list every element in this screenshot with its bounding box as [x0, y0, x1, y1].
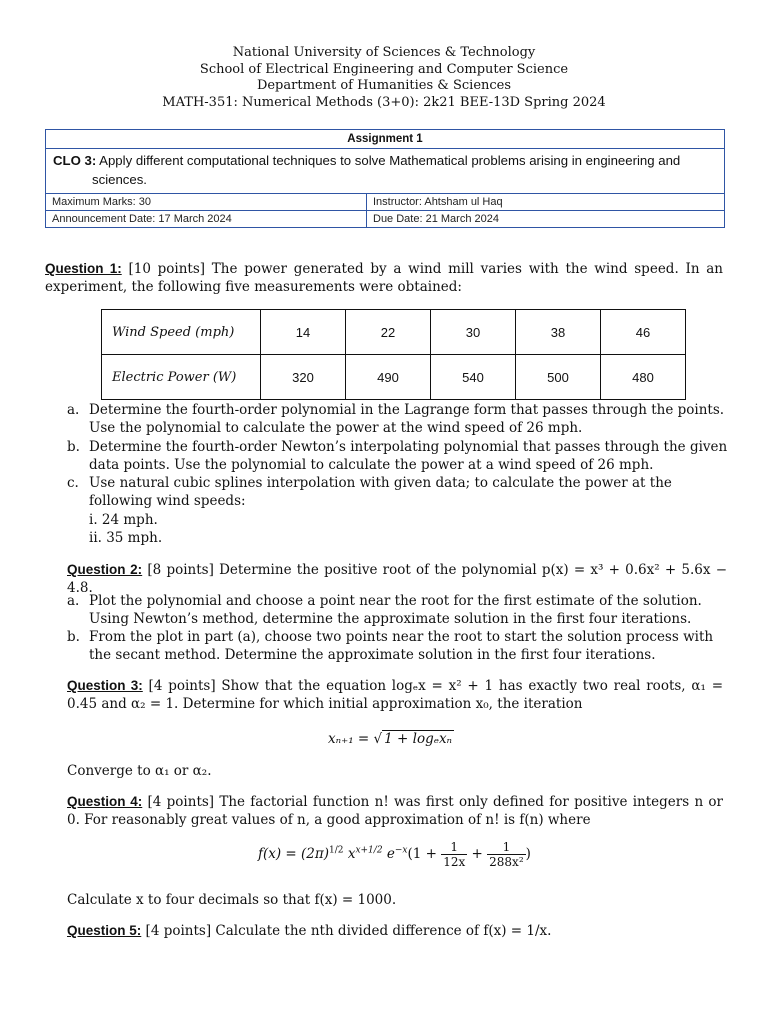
- table-cell: 46: [601, 310, 686, 355]
- question-3-label: Question 3:: [67, 678, 143, 693]
- document-header: [0, 45, 768, 111]
- question-1-text: [10 points] The power generated by a wind mill varies with the wind speed. In an experiment, the following five measurements were obtained:: [45, 261, 723, 295]
- table-cell: 14: [261, 310, 346, 355]
- table-cell: 30: [431, 310, 516, 355]
- clo-row: [46, 149, 724, 194]
- table-cell: 38: [516, 310, 601, 355]
- iteration-formula: xₙ₊₁ = √ 1 + logₑxₙ: [328, 731, 453, 747]
- sub-item-i: i. 24 mph.: [89, 512, 158, 528]
- assignment-info-box: [45, 129, 725, 228]
- sub-item-ii: ii. 35 mph.: [89, 530, 163, 546]
- question-4-label: Question 4:: [67, 794, 143, 809]
- wind-power-table: [101, 309, 686, 400]
- table-cell: 500: [516, 355, 601, 400]
- question-5-label: Question 5:: [67, 923, 142, 938]
- assignment-title: Assignment 1: [46, 130, 724, 149]
- table-row: [102, 355, 686, 400]
- question-2-label: Question 2:: [67, 562, 143, 577]
- row-label-electric-power: Electric Power (W): [102, 355, 261, 400]
- course-line: MATH-351: Numerical Methods (3+0): 2k21 BEE-13D Spring 2024: [162, 94, 606, 110]
- stirling-formula: $f(x) = (2\pi)^{1/2}$ $x^{x+1/2}$ $e^{-x}(1$ + $\frac{1}{12x}$ + $\frac{1}{\text{288x²}}$ ): [258, 840, 531, 869]
- question-4-intro: [67, 793, 723, 829]
- row-label-wind-speed: Wind Speed (mph): [102, 310, 261, 355]
- university-name: National University of Sciences & Technology: [232, 45, 536, 60]
- table-cell: 320: [261, 355, 346, 400]
- clo-label: CLO 3:: [53, 153, 97, 168]
- question-5-text: [4 points] Calculate the nth divided difference of f(x) = 1/x.: [141, 923, 552, 939]
- table-row: [102, 310, 686, 355]
- question-3-intro: [67, 677, 723, 713]
- due-date: Due Date: 21 March 2024: [373, 213, 499, 225]
- question-1-label: Question 1:: [45, 261, 122, 276]
- clo-text: Apply different computational techniques to solve Mathematical problems arising in engineering and sciences.: [92, 153, 681, 187]
- maximum-marks: Maximum Marks: 30: [46, 194, 367, 210]
- table-cell: 490: [346, 355, 431, 400]
- table-cell: 22: [346, 310, 431, 355]
- question-2-text: [8 points] Determine the positive root of the polynomial p(x) = x³ + 0.6x² + 5.6x − 4.8.: [67, 562, 728, 596]
- question-4-text: [4 points] The factorial function n! was first only defined for positive integers n or 0. For reasonably great values of n, a good approximation of n! is f(n) where: [67, 794, 723, 828]
- question-5: [67, 922, 723, 940]
- department-name: Department of Humanities & Sciences: [256, 78, 512, 93]
- question-3-text: [4 points] Show that the equation logₑx = x² + 1 has exactly two real roots, α₁ = 0.45 and α₂ = 1. Determine for which initial approximation x₀, the iteration: [67, 678, 724, 712]
- announcement-date: Announcement Date: 17 March 2024: [46, 211, 367, 227]
- question-3-closing: Converge to α₁ or α₂.: [67, 763, 212, 779]
- marks-row: [46, 194, 724, 210]
- question-1-intro: [45, 260, 723, 296]
- question-4-closing: Calculate x to four decimals so that f(x) = 1000.: [67, 892, 397, 908]
- table-cell: 540: [431, 355, 516, 400]
- table-cell: 480: [601, 355, 686, 400]
- dates-row: [46, 210, 724, 227]
- school-name: School of Electrical Engineering and Computer Science: [199, 61, 569, 77]
- instructor: Instructor: Ahtsham ul Haq: [373, 196, 503, 208]
